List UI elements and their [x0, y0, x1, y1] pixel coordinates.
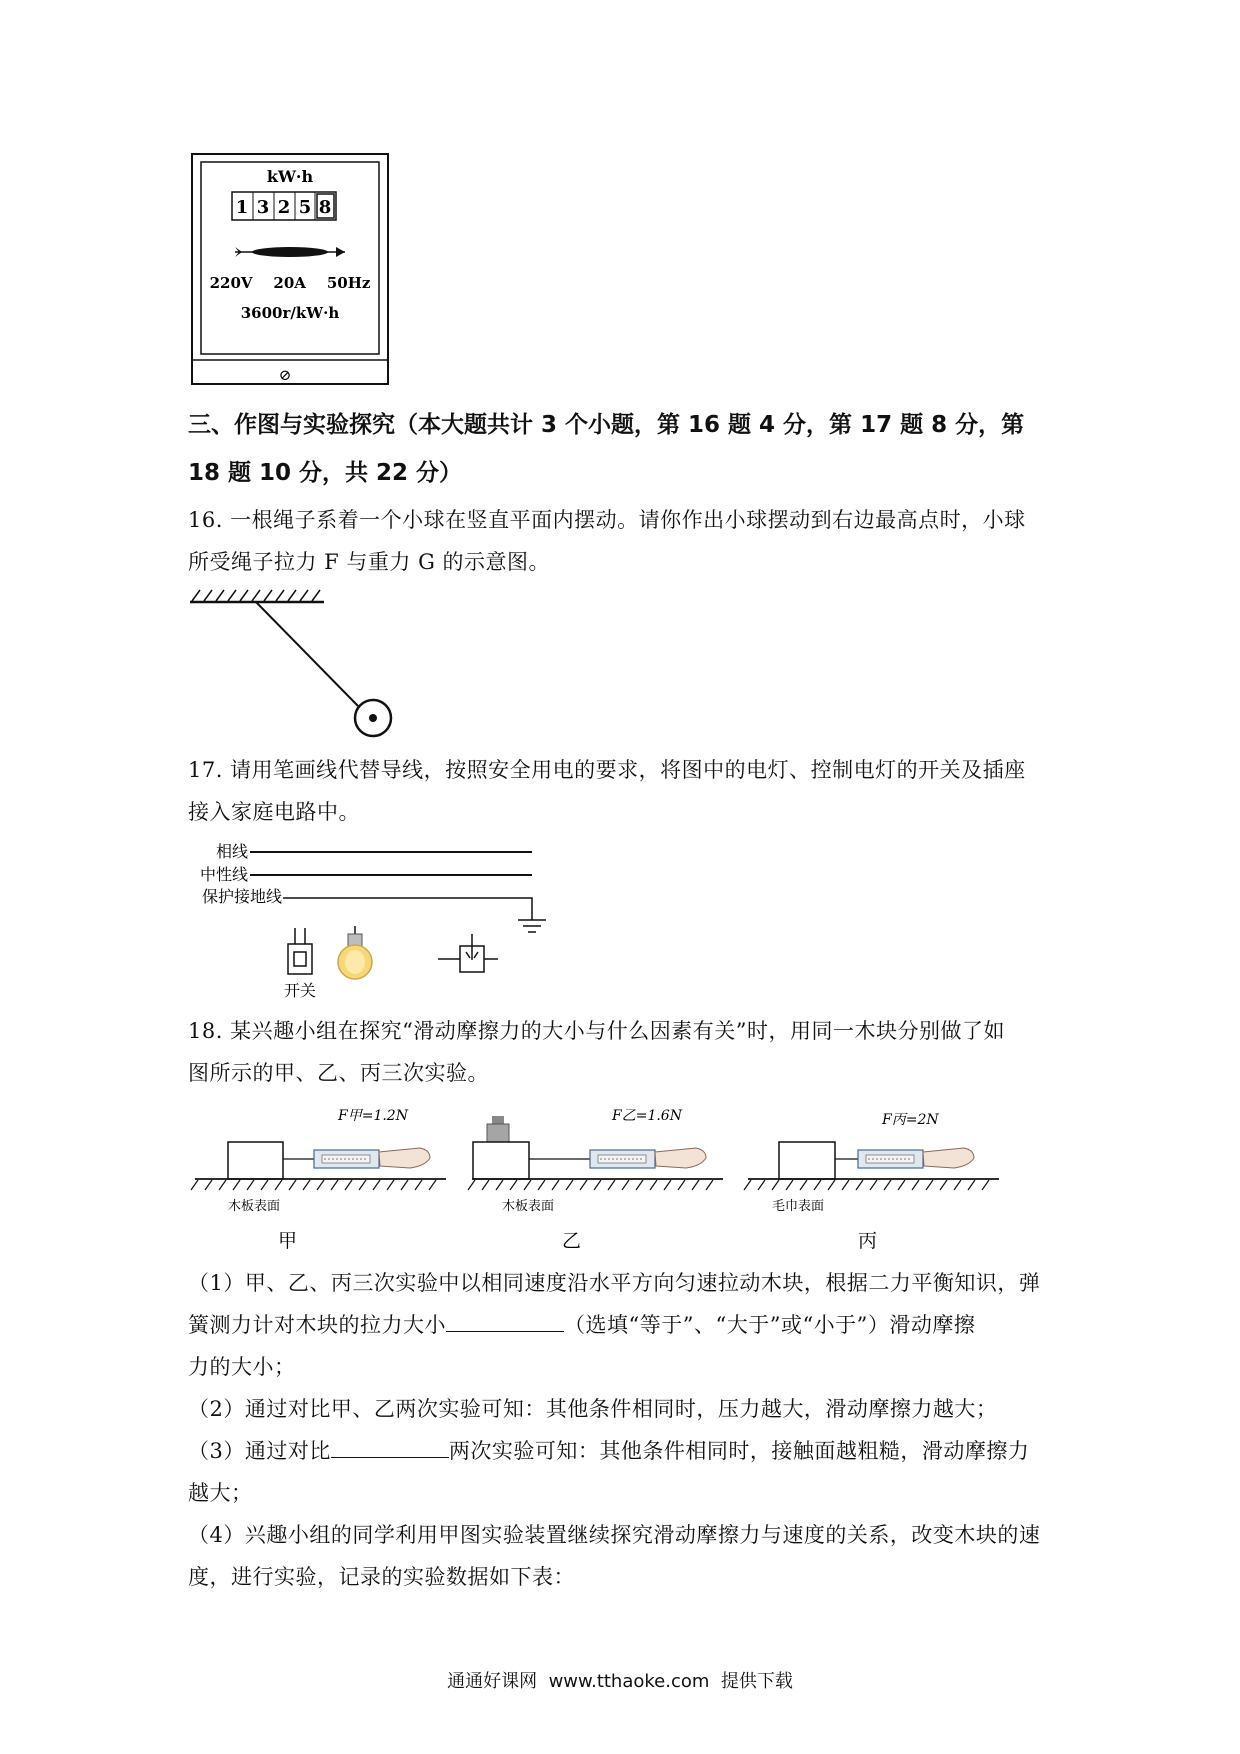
meter-ratings: 220V 20A 50Hz: [209, 274, 371, 292]
part-2: （2）通过对比甲、乙两次实验可知：其他条件相同时，压力越大，滑动摩擦力越大；: [188, 1397, 998, 1421]
spring-scale-icon: [858, 1150, 923, 1168]
page-footer: 通通好课网 www.tthaoke.com 提供下载: [447, 1671, 793, 1692]
force-label-jia: F甲=1.2N: [338, 1108, 408, 1124]
weight-icon: [487, 1116, 509, 1142]
meter-digit-1: 1: [235, 197, 249, 218]
ground-symbol-icon: [518, 920, 546, 932]
hand-icon: [655, 1148, 706, 1168]
meter-digit-2: 3: [256, 197, 270, 218]
question-16-line1: 16. 一根绳子系着一个小球在竖直平面内摆动。请你作出小球摆动到右边最高点时，小球: [188, 508, 1026, 532]
question-16: [188, 499, 1068, 583]
setup-yi: [468, 1108, 723, 1252]
meter-digit-4: 5: [298, 197, 312, 218]
force-label-yi: F乙=1.6N: [612, 1108, 682, 1124]
hand-icon: [923, 1148, 974, 1168]
question-16-line2: 所受绳子拉力 F 与重力 G 的示意图。: [188, 550, 551, 574]
meter-digit-3: 2: [277, 197, 291, 218]
part-4-line1: （4）兴趣小组的同学利用甲图实验装置继续探究滑动摩擦力与速度的关系，改变木块的速: [188, 1523, 1041, 1547]
part-3-line2: 越大；: [188, 1481, 253, 1505]
force-label-bing: F丙=2N: [882, 1112, 939, 1128]
hand-icon: [379, 1148, 430, 1168]
setup-bing: [744, 1112, 999, 1252]
meter-unit: kW·h: [266, 167, 314, 186]
ceiling-hatching: [192, 590, 320, 601]
setup-jia: [191, 1108, 446, 1252]
question-17-line1: 17. 请用笔画线代替导线，按照安全用电的要求，将图中的电灯、控制电灯的开关及插座: [188, 758, 1026, 782]
caption-yi: 乙: [562, 1230, 582, 1252]
answer-blank-3[interactable]: [331, 1435, 449, 1458]
surface-label-yi: 木板表面: [502, 1199, 555, 1214]
surface-label-jia: 木板表面: [228, 1199, 281, 1214]
question-17: [188, 749, 1068, 833]
socket-icon: [438, 934, 498, 972]
label-neutral-wire: 中性线: [199, 865, 248, 884]
spring-scale-icon: [590, 1150, 655, 1168]
meter-digit-5: 8: [318, 197, 332, 218]
meter-rotor-icon: [235, 247, 345, 257]
label-switch: 开关: [283, 981, 317, 1000]
question-18-line1: 18. 某兴趣小组在探究“滑动摩擦力的大小与什么因素有关”时，用同一木块分别做了如: [188, 1019, 1006, 1043]
meter-screw-icon: ⊘: [278, 366, 292, 384]
part-1-text-a: 簧测力计对木块的拉力大小: [188, 1313, 446, 1337]
part-4-line2: 度，进行实验，记录的实验数据如下表：: [188, 1565, 575, 1589]
section-3-heading-line1: 三、作图与实验探究（本大题共计 3 个小题，第 16 题 4 分，第 17 题 8 分，第: [188, 412, 1025, 438]
pendulum-figure: [188, 585, 408, 745]
answer-blank-1[interactable]: [446, 1309, 564, 1332]
part-1-line2: [188, 1304, 1068, 1346]
part-3-text-b: 两次实验可知：其他条件相同时，接触面越粗糙，滑动摩擦力: [448, 1439, 1030, 1463]
wood-block: [473, 1142, 529, 1179]
light-bulb-icon: [338, 926, 372, 979]
caption-bing: 丙: [858, 1230, 878, 1252]
spring-scale-icon: [314, 1150, 379, 1168]
wood-block: [779, 1142, 835, 1179]
caption-jia: 甲: [278, 1230, 298, 1252]
surface-label-bing: 毛巾表面: [772, 1199, 825, 1214]
part-1-line3: 力的大小；: [188, 1355, 296, 1379]
rope-line: [256, 602, 358, 706]
electric-meter-figure: [190, 150, 395, 390]
section-3-heading-line2: 18 题 10 分，共 22 分）: [188, 460, 463, 486]
part-1-line1: （1）甲、乙、丙三次实验中以相同速度沿水平方向匀速拉动木块，根据二力平衡知识，弹: [188, 1271, 1041, 1295]
part-1-text-b: （选填“等于”、“大于”或“小于”）滑动摩擦: [564, 1313, 976, 1337]
part-3-line1: [188, 1430, 1068, 1472]
section-3-heading: [188, 401, 1068, 497]
meter-constant: 3600r/kW·h: [240, 304, 340, 322]
label-ground-wire: 保护接地线: [201, 887, 282, 906]
question-18: [188, 1010, 1068, 1094]
question-18-line2: 图所示的甲、乙、丙三次实验。: [188, 1061, 489, 1085]
switch-icon: [288, 928, 312, 974]
part-3-text-a: （3）通过对比: [188, 1439, 331, 1463]
friction-experiment-figure: [190, 1100, 1010, 1260]
ground-wire: [283, 898, 532, 920]
household-circuit-figure: [188, 838, 558, 1013]
meter-digits: [232, 192, 336, 220]
wood-block: [228, 1142, 283, 1179]
question-18-parts: [188, 1262, 1068, 1598]
label-live-wire: 相线: [215, 842, 248, 861]
question-17-line2: 接入家庭电路中。: [188, 800, 360, 824]
